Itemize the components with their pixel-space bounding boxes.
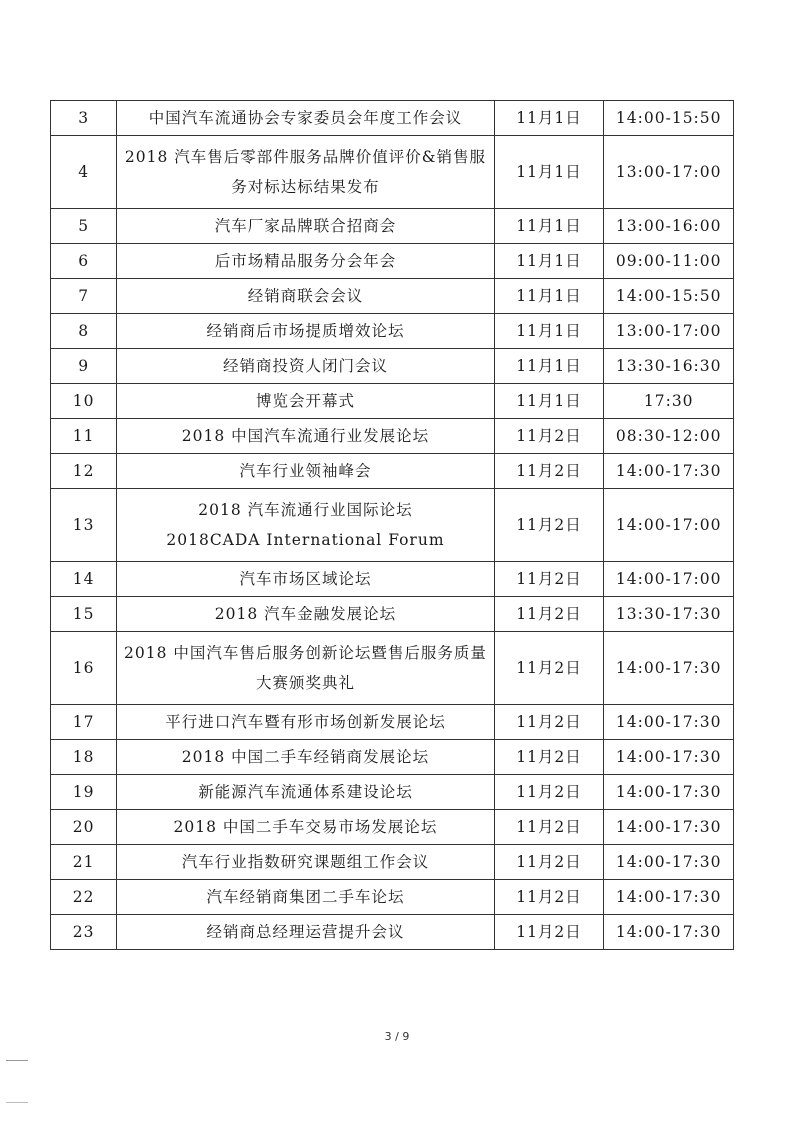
row-number: 18 bbox=[51, 740, 117, 775]
event-name: 汽车行业指数研究课题组工作会议 bbox=[117, 845, 494, 880]
table-row bbox=[51, 562, 734, 597]
row-number: 19 bbox=[51, 775, 117, 810]
event-name: 2018 汽车售后零部件服务品牌价值评价&销售服务对标达标结果发布 bbox=[117, 136, 494, 209]
event-time: 08:30-12:00 bbox=[604, 419, 734, 454]
row-number: 22 bbox=[51, 880, 117, 915]
event-name bbox=[117, 489, 494, 562]
table-row bbox=[51, 705, 734, 740]
row-number: 5 bbox=[51, 209, 117, 244]
table-row bbox=[51, 915, 734, 950]
row-number: 6 bbox=[51, 244, 117, 279]
event-time: 14:00-15:50 bbox=[604, 279, 734, 314]
event-time: 09:00-11:00 bbox=[604, 244, 734, 279]
event-date: 11月2日 bbox=[494, 632, 604, 705]
event-time: 14:00-17:30 bbox=[604, 845, 734, 880]
row-number: 8 bbox=[51, 314, 117, 349]
event-name: 2018 中国汽车流通行业发展论坛 bbox=[117, 419, 494, 454]
event-time: 14:00-17:30 bbox=[604, 632, 734, 705]
row-number: 11 bbox=[51, 419, 117, 454]
event-name: 中国汽车流通协会专家委员会年度工作会议 bbox=[117, 101, 494, 136]
event-date: 11月2日 bbox=[494, 419, 604, 454]
row-number: 14 bbox=[51, 562, 117, 597]
row-number: 10 bbox=[51, 384, 117, 419]
row-number: 12 bbox=[51, 454, 117, 489]
event-date: 11月1日 bbox=[494, 101, 604, 136]
event-name: 经销商投资人闭门会议 bbox=[117, 349, 494, 384]
row-number: 16 bbox=[51, 632, 117, 705]
table-row bbox=[51, 880, 734, 915]
event-date: 11月2日 bbox=[494, 489, 604, 562]
event-name: 汽车厂家品牌联合招商会 bbox=[117, 209, 494, 244]
event-date: 11月2日 bbox=[494, 915, 604, 950]
event-date: 11月2日 bbox=[494, 597, 604, 632]
table-row bbox=[51, 136, 734, 209]
table-row bbox=[51, 597, 734, 632]
event-date: 11月2日 bbox=[494, 775, 604, 810]
table-row bbox=[51, 209, 734, 244]
event-time: 13:30-16:30 bbox=[604, 349, 734, 384]
page-number: 3 / 9 bbox=[384, 1030, 410, 1043]
row-number: 3 bbox=[51, 101, 117, 136]
table-row bbox=[51, 740, 734, 775]
event-name: 经销商后市场提质增效论坛 bbox=[117, 314, 494, 349]
event-date: 11月2日 bbox=[494, 810, 604, 845]
event-date: 11月1日 bbox=[494, 244, 604, 279]
table-row bbox=[51, 810, 734, 845]
margin-mark bbox=[6, 1102, 28, 1103]
event-time: 13:30-17:30 bbox=[604, 597, 734, 632]
event-date: 11月1日 bbox=[494, 136, 604, 209]
event-date: 11月1日 bbox=[494, 209, 604, 244]
event-time: 14:00-17:00 bbox=[604, 489, 734, 562]
table-row bbox=[51, 314, 734, 349]
table-row bbox=[51, 101, 734, 136]
event-date: 11月1日 bbox=[494, 384, 604, 419]
event-date: 11月1日 bbox=[494, 279, 604, 314]
event-date: 11月2日 bbox=[494, 845, 604, 880]
event-name-line: 2018 汽车流通行业国际论坛 bbox=[198, 501, 413, 519]
event-time: 17:30 bbox=[604, 384, 734, 419]
table-row bbox=[51, 244, 734, 279]
event-time: 14:00-17:30 bbox=[604, 454, 734, 489]
event-schedule-table bbox=[50, 100, 734, 950]
event-date: 11月2日 bbox=[494, 705, 604, 740]
event-name: 经销商总经理运营提升会议 bbox=[117, 915, 494, 950]
row-number: 7 bbox=[51, 279, 117, 314]
event-name: 后市场精品服务分会年会 bbox=[117, 244, 494, 279]
table-row bbox=[51, 419, 734, 454]
row-number: 9 bbox=[51, 349, 117, 384]
table-row bbox=[51, 632, 734, 705]
event-time: 14:00-17:30 bbox=[604, 810, 734, 845]
event-name: 2018 中国汽车售后服务创新论坛暨售后服务质量大赛颁奖典礼 bbox=[117, 632, 494, 705]
table-row bbox=[51, 454, 734, 489]
event-name: 汽车经销商集团二手车论坛 bbox=[117, 880, 494, 915]
row-number: 4 bbox=[51, 136, 117, 209]
event-name: 平行进口汽车暨有形市场创新发展论坛 bbox=[117, 705, 494, 740]
table-row bbox=[51, 845, 734, 880]
event-date: 11月2日 bbox=[494, 562, 604, 597]
table-row bbox=[51, 384, 734, 419]
event-time: 13:00-17:00 bbox=[604, 314, 734, 349]
event-time: 14:00-17:30 bbox=[604, 915, 734, 950]
event-time: 14:00-17:30 bbox=[604, 880, 734, 915]
event-name: 2018 中国二手车经销商发展论坛 bbox=[117, 740, 494, 775]
event-time: 14:00-17:00 bbox=[604, 562, 734, 597]
event-time: 13:00-17:00 bbox=[604, 136, 734, 209]
event-date: 11月1日 bbox=[494, 314, 604, 349]
event-time: 14:00-15:50 bbox=[604, 101, 734, 136]
event-name: 2018 汽车金融发展论坛 bbox=[117, 597, 494, 632]
event-date: 11月2日 bbox=[494, 740, 604, 775]
table-row bbox=[51, 349, 734, 384]
event-date: 11月2日 bbox=[494, 454, 604, 489]
event-name: 汽车行业领袖峰会 bbox=[117, 454, 494, 489]
schedule-body bbox=[51, 101, 734, 950]
event-time: 14:00-17:30 bbox=[604, 775, 734, 810]
event-time: 14:00-17:30 bbox=[604, 705, 734, 740]
event-date: 11月1日 bbox=[494, 349, 604, 384]
table-row bbox=[51, 279, 734, 314]
row-number: 17 bbox=[51, 705, 117, 740]
event-date: 11月2日 bbox=[494, 880, 604, 915]
row-number: 21 bbox=[51, 845, 117, 880]
row-number: 15 bbox=[51, 597, 117, 632]
event-time: 13:00-16:00 bbox=[604, 209, 734, 244]
event-time: 14:00-17:30 bbox=[604, 740, 734, 775]
event-name: 汽车市场区域论坛 bbox=[117, 562, 494, 597]
event-name: 博览会开幕式 bbox=[117, 384, 494, 419]
row-number: 13 bbox=[51, 489, 117, 562]
table-row bbox=[51, 489, 734, 562]
event-name: 新能源汽车流通体系建设论坛 bbox=[117, 775, 494, 810]
row-number: 23 bbox=[51, 915, 117, 950]
margin-mark bbox=[6, 1060, 28, 1061]
row-number: 20 bbox=[51, 810, 117, 845]
table-row bbox=[51, 775, 734, 810]
event-name-english: 2018CADA International Forum bbox=[166, 531, 445, 549]
event-name: 经销商联会会议 bbox=[117, 279, 494, 314]
event-name: 2018 中国二手车交易市场发展论坛 bbox=[117, 810, 494, 845]
